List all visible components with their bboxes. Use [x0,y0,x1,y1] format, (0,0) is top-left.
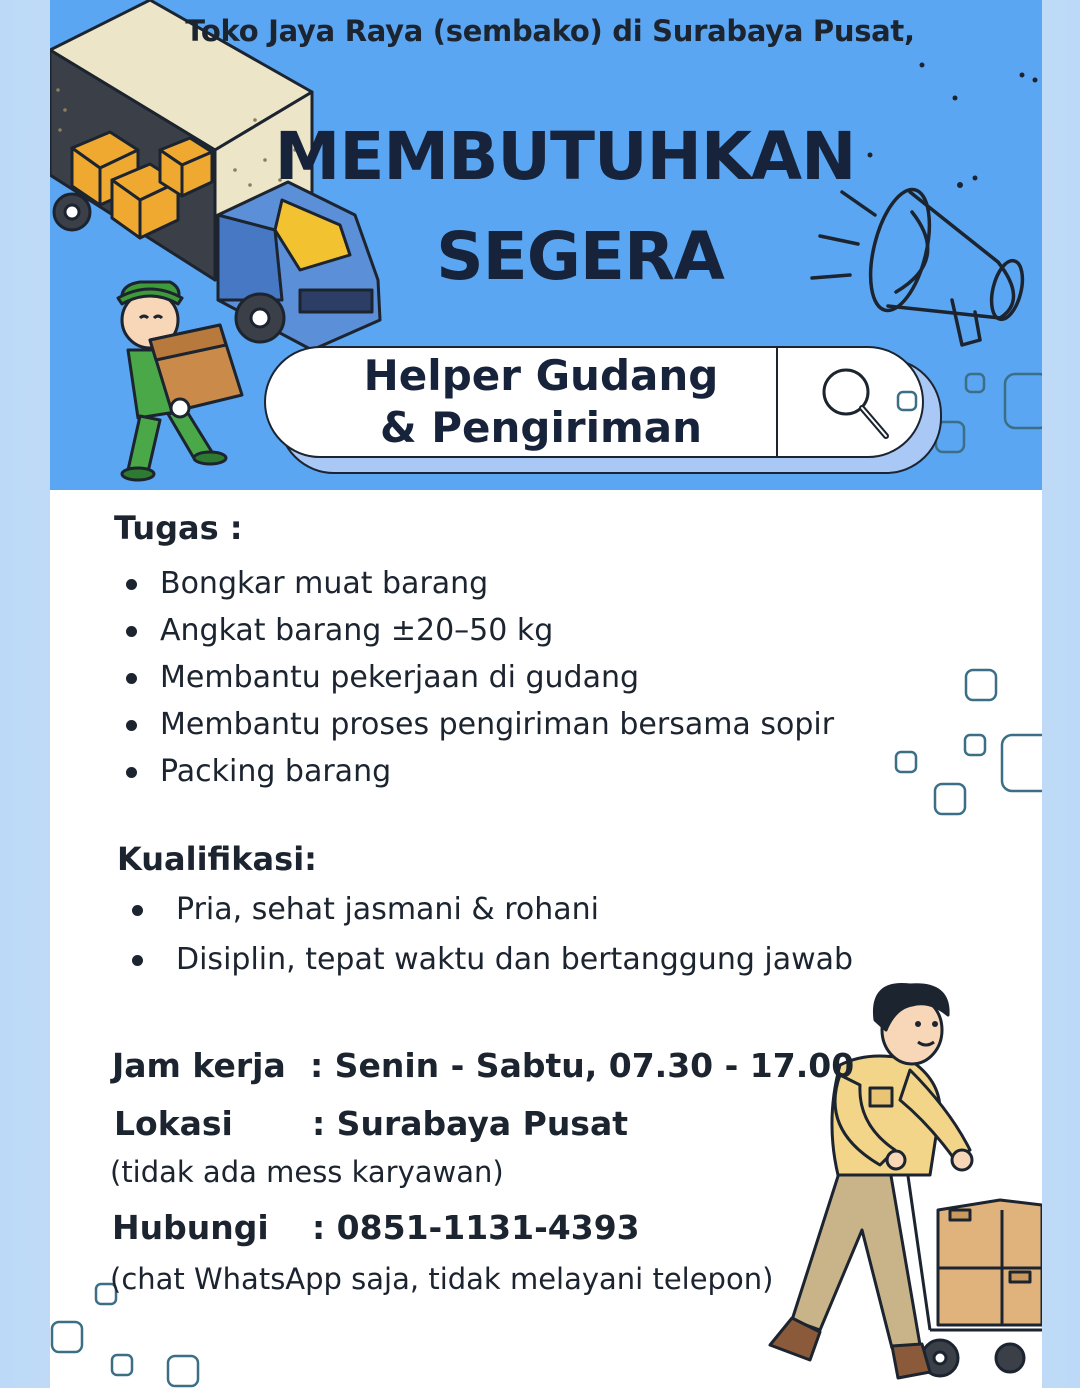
headline-line1: MEMBUTUHKAN [274,118,856,195]
list-item: Angkat barang ±20–50 kg [118,607,834,654]
location-value: : Surabaya Pusat [312,1104,628,1143]
qualifications-list [118,885,853,985]
decorative-squares-icon [936,374,1042,452]
contact-label: Hubungi [112,1208,269,1247]
headline-line2: SEGERA [436,218,724,295]
contact-phone: : 0851-1131-4393 [312,1208,640,1247]
list-item: Membantu proses pengiriman bersama sopir [118,701,834,748]
worker-pushing-trolley-icon [770,984,1042,1378]
list-item: Bongkar muat barang [118,560,834,607]
hours-value: : Senin - Sabtu, 07.30 - 17.00 [310,1046,855,1085]
job-poster [50,0,1042,1388]
megaphone-icon [812,63,1038,346]
qualifications-title: Kualifikasi: [117,840,317,878]
contact-note: (chat WhatsApp saja, tidak melayani telepon) [110,1262,774,1296]
hours-label: Jam kerja [112,1046,286,1085]
job-title-line1: Helper Gudang [363,351,719,400]
header-banner [50,0,1042,490]
list-item: Pria, sehat jasmani & rohani [118,885,853,935]
magnifier-icon [816,362,896,442]
store-name-line: Toko Jaya Raya (sembako) di Surabaya Pusat, [185,14,915,48]
location-label: Lokasi [114,1104,233,1143]
worker-carrying-box-icon [118,282,242,480]
list-item: Packing barang [118,748,834,795]
location-note: (tidak ada mess karyawan) [110,1155,504,1189]
duties-title: Tugas : [114,509,243,547]
small-square-icon [896,390,920,414]
list-item: Disiplin, tepat waktu dan bertanggung jawab [118,935,853,985]
job-title [306,348,776,454]
job-title-bar [264,346,924,458]
job-title-line2: & Pengiriman [380,403,702,452]
duties-list [118,560,834,795]
list-item: Membantu pekerjaan di gudang [118,654,834,701]
search-divider [776,348,778,456]
